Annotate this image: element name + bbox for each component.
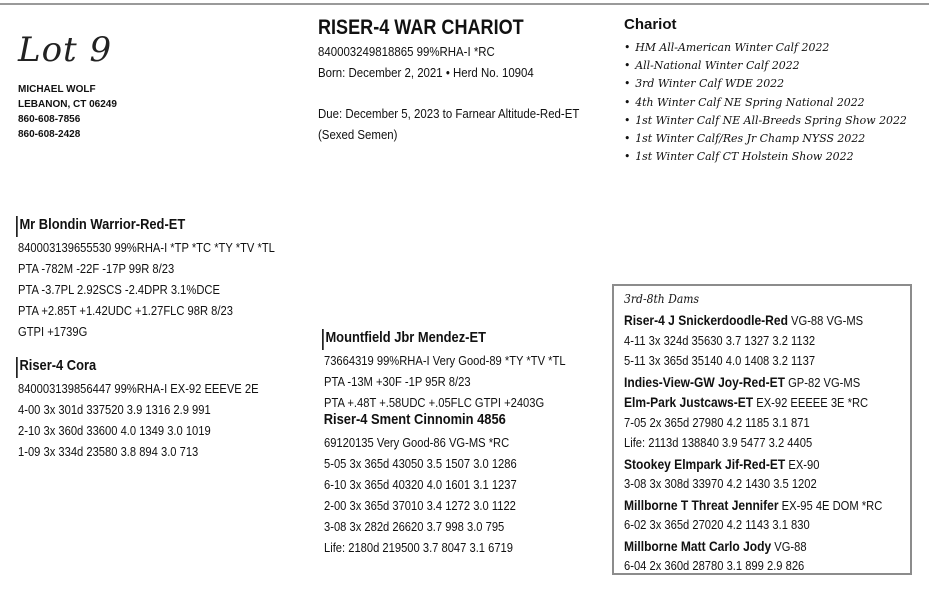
owner-name: MICHAEL WOLF bbox=[18, 84, 96, 95]
dam-entry-record: 4-11 3x 324d 35630 3.7 1327 3.2 1132 bbox=[624, 332, 816, 348]
dam-entry-record: 6-02 3x 365d 27020 4.2 1143 3.1 830 bbox=[624, 517, 810, 532]
achievement-item: • All-National Winter Calf 2022 bbox=[624, 58, 800, 73]
sire-line: PTA -782M -22F -17P 99R 8/23 bbox=[18, 261, 175, 276]
sire-block bbox=[16, 216, 317, 342]
owner-location: LEBANON, CT 06249 bbox=[18, 99, 117, 110]
sire-name: Mr Blondin Warrior-Red-ET bbox=[16, 216, 275, 237]
owner-phone-2: 860-608-2428 bbox=[18, 129, 81, 140]
achievements-title: Chariot bbox=[624, 16, 677, 33]
dam-entry-record: 5-11 3x 365d 35140 4.0 1408 3.2 1137 bbox=[624, 353, 816, 368]
semen-line: (Sexed Semen) bbox=[318, 127, 398, 142]
achievement-item: • 3rd Winter Calf WDE 2022 bbox=[624, 76, 785, 91]
granddam-life-row: Life: 2180d 219500 3.7 8047 3.1 6719 bbox=[324, 540, 513, 555]
mgs-block bbox=[322, 329, 605, 413]
dam-entry-record: 6-04 2x 360d 28780 3.1 899 2.9 826 bbox=[624, 558, 805, 573]
bullet-icon: • bbox=[624, 131, 631, 146]
achievement-item: • HM All-American Winter Calf 2022 bbox=[624, 40, 830, 54]
granddam-block bbox=[322, 411, 548, 558]
due-line: Due: December 5, 2023 to Farnear Altitude-Red-ET bbox=[318, 106, 580, 121]
dam-entry-name: Stookey Elmpark Jif-Red-ET EX-90 bbox=[624, 455, 820, 472]
mgs-line: PTA -13M +30F -1P 95R 8/23 bbox=[324, 374, 471, 389]
dam-name: Riser-4 Cora bbox=[16, 357, 258, 378]
dam-entry-record: 7-05 2x 365d 27980 4.2 1185 3.1 871 bbox=[624, 414, 810, 430]
bullet-icon: • bbox=[624, 149, 631, 164]
bullet-icon: • bbox=[624, 40, 631, 54]
achievement-item: • 4th Winter Calf NE Spring National 2022 bbox=[624, 94, 865, 109]
dam-line: 840003139856447 99%RHA-I EX-92 EEEVE 2E bbox=[18, 381, 259, 396]
top-border bbox=[0, 3, 929, 5]
granddam-record-row: 6-10 3x 365d 40320 4.0 1601 3.1 1237 bbox=[324, 477, 517, 492]
achievement-item: • 1st Winter Calf NE All-Breeds Spring Show 2022 bbox=[624, 112, 907, 127]
dam-entry-name: Elm-Park Justcaws-ET EX-92 EEEEE 3E *RC bbox=[624, 394, 869, 410]
sire-line: GTPI +1739G bbox=[18, 324, 88, 339]
lot-label: Lot 9 bbox=[18, 30, 113, 70]
mgs-line: PTA +.48T +.58UDC +.05FLC GTPI +2403G bbox=[324, 395, 545, 410]
dam-record-row: 1-09 3x 334d 23580 3.8 894 3.0 713 bbox=[18, 444, 199, 459]
achievement-item: • 1st Winter Calf CT Holstein Show 2022 bbox=[624, 149, 854, 164]
achievement-item: • 1st Winter Calf/Res Jr Champ NYSS 2022 bbox=[624, 131, 866, 146]
mgs-name: Mountfield Jbr Mendez-ET bbox=[322, 329, 565, 350]
bullet-icon: • bbox=[624, 58, 631, 73]
granddam-record-row: 3-08 3x 282d 26620 3.7 998 3.0 795 bbox=[324, 519, 505, 534]
owner-info bbox=[18, 82, 117, 142]
animal-title: RISER-4 WAR CHARIOT bbox=[318, 16, 524, 39]
granddam-name: Riser-4 Sment Cinnomin 4856 bbox=[323, 411, 506, 428]
sire-line: PTA -3.7PL 2.92SCS -2.4DPR 3.1%DCE bbox=[18, 282, 220, 297]
animal-info bbox=[318, 41, 563, 83]
achievements-list bbox=[624, 38, 922, 165]
owner-phone-1: 860-608-7856 bbox=[18, 114, 81, 125]
animal-born-line: Born: December 2, 2021 • Herd No. 10904 bbox=[318, 65, 534, 80]
sire-line: PTA +2.85T +1.42UDC +1.27FLC 98R 8/23 bbox=[18, 303, 233, 318]
bullet-icon: • bbox=[624, 112, 631, 127]
dam-entry-record: Life: 2113d 138840 3.9 5477 3.2 4405 bbox=[624, 435, 813, 450]
dam-entry-record: 3-08 3x 308d 33970 4.2 1430 3.5 1202 bbox=[624, 476, 817, 491]
bullet-icon: • bbox=[624, 76, 631, 91]
bullet-icon: • bbox=[624, 94, 631, 109]
dam-record-row: 2-10 3x 360d 33600 4.0 1349 3.0 1019 bbox=[18, 423, 211, 438]
dam-entry-name: Indies-View-GW Joy-Red-ET GP-82 VG-MS bbox=[624, 373, 861, 390]
dam-entry-name: Millborne T Threat Jennifer EX-95 4E DOM *RC bbox=[624, 496, 883, 513]
granddam-record-row: 5-05 3x 365d 43050 3.5 1507 3.0 1286 bbox=[324, 456, 517, 471]
sire-line: 840003139655530 99%RHA-I *TP *TC *TY *TV *TL bbox=[18, 240, 275, 255]
due-info bbox=[318, 103, 615, 145]
mgs-line: 73664319 99%RHA-I Very Good-89 *TY *TV *TL bbox=[324, 353, 566, 368]
granddam-line: 69120135 Very Good-86 VG-MS *RC bbox=[324, 435, 510, 450]
dams-box-label: 3rd-8th Dams bbox=[624, 292, 700, 306]
dam-record-row: 4-00 3x 301d 337520 3.9 1316 2.9 991 bbox=[18, 402, 211, 417]
dam-block bbox=[16, 357, 298, 462]
granddam-record-row: 2-00 3x 365d 37010 3.4 1272 3.0 1122 bbox=[324, 498, 516, 513]
dams-box bbox=[612, 284, 912, 575]
dam-entry-name: Millborne Matt Carlo Jody VG-88 bbox=[624, 537, 807, 554]
dam-entry-name: Riser-4 J Snickerdoodle-Red VG-88 VG-MS bbox=[624, 312, 864, 328]
animal-id-line: 840003249818865 99%RHA-I *RC bbox=[318, 44, 495, 59]
dams-list bbox=[624, 310, 924, 577]
